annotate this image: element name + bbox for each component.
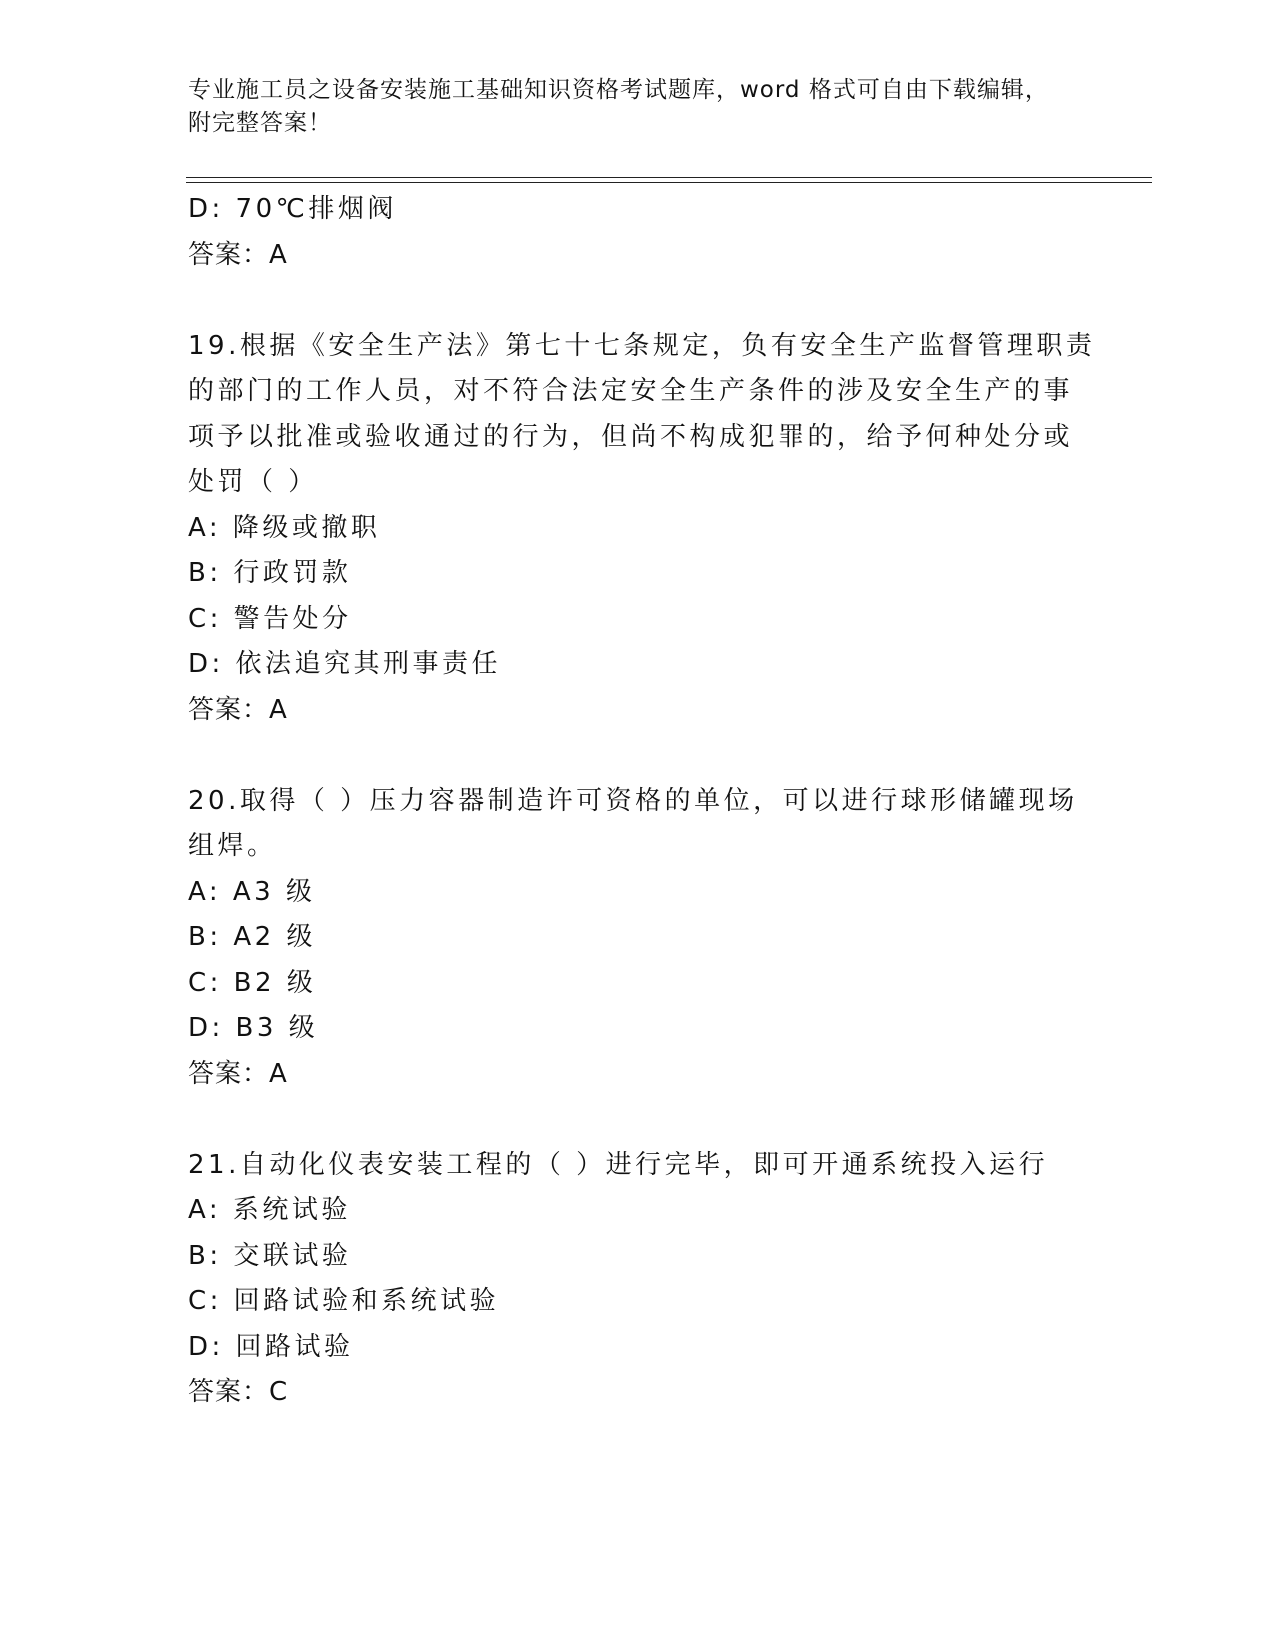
question-stem-line: 的部门的工作人员，对不符合法定安全生产条件的涉及安全生产的事 [188, 376, 1074, 406]
option-b: B: A2 级 [188, 922, 316, 952]
option-a: A: A3 级 [188, 876, 316, 907]
header-divider-bottom [186, 182, 1152, 183]
question-stem-line: 19.根据《安全生产法》第七十七条规定，负有安全生产监督管理职责 [188, 330, 1096, 361]
document-header [188, 74, 1088, 140]
question-stem-line: 20.取得（ ）压力容器制造许可资格的单位，可以进行球形储罐现场 [188, 785, 1078, 816]
option-d: D: 回路试验 [188, 1331, 354, 1362]
question-18-continued [188, 187, 1088, 278]
answer-label: 答案：C [188, 1377, 289, 1407]
question-19 [188, 324, 1096, 734]
header-divider-top [186, 177, 1152, 178]
header-line-2: 附完整答案！ [188, 110, 332, 136]
question-stem-line: 21.自动化仪表安装工程的（ ）进行完毕，即可开通系统投入运行 [188, 1149, 1049, 1180]
question-stem-line: 处罚（ ） [188, 467, 318, 497]
option-c: C: 警告处分 [188, 603, 352, 634]
option-c: C: 回路试验和系统试验 [188, 1286, 500, 1316]
option-a: A: 降级或撤职 [188, 512, 381, 543]
option-d: D: 依法追究其刑事责任 [188, 649, 502, 679]
question-stem-line: 项予以批准或验收通过的行为，但尚不构成犯罪的，给予何种处分或 [188, 421, 1074, 452]
answer-label: 答案：A [188, 694, 288, 725]
question-21 [188, 1143, 1088, 1416]
option-b: B: 行政罚款 [188, 558, 352, 588]
option-c: C: B2 级 [188, 967, 317, 998]
option-a: A: 系统试验 [188, 1195, 351, 1225]
option-b: B: 交联试验 [188, 1240, 352, 1271]
option-d: D: B3 级 [188, 1013, 319, 1043]
answer-label: 答案：A [188, 239, 288, 270]
question-20 [188, 779, 1088, 1098]
answer-label: 答案：A [188, 1058, 288, 1089]
question-stem-line: 组焊。 [188, 831, 277, 861]
header-line-1: 专业施工员之设备安装施工基础知识资格考试题库，word 格式可自由下载编辑， [188, 77, 1049, 103]
option-d: D: 70℃排烟阀 [188, 194, 397, 224]
question-list [188, 187, 1096, 1416]
